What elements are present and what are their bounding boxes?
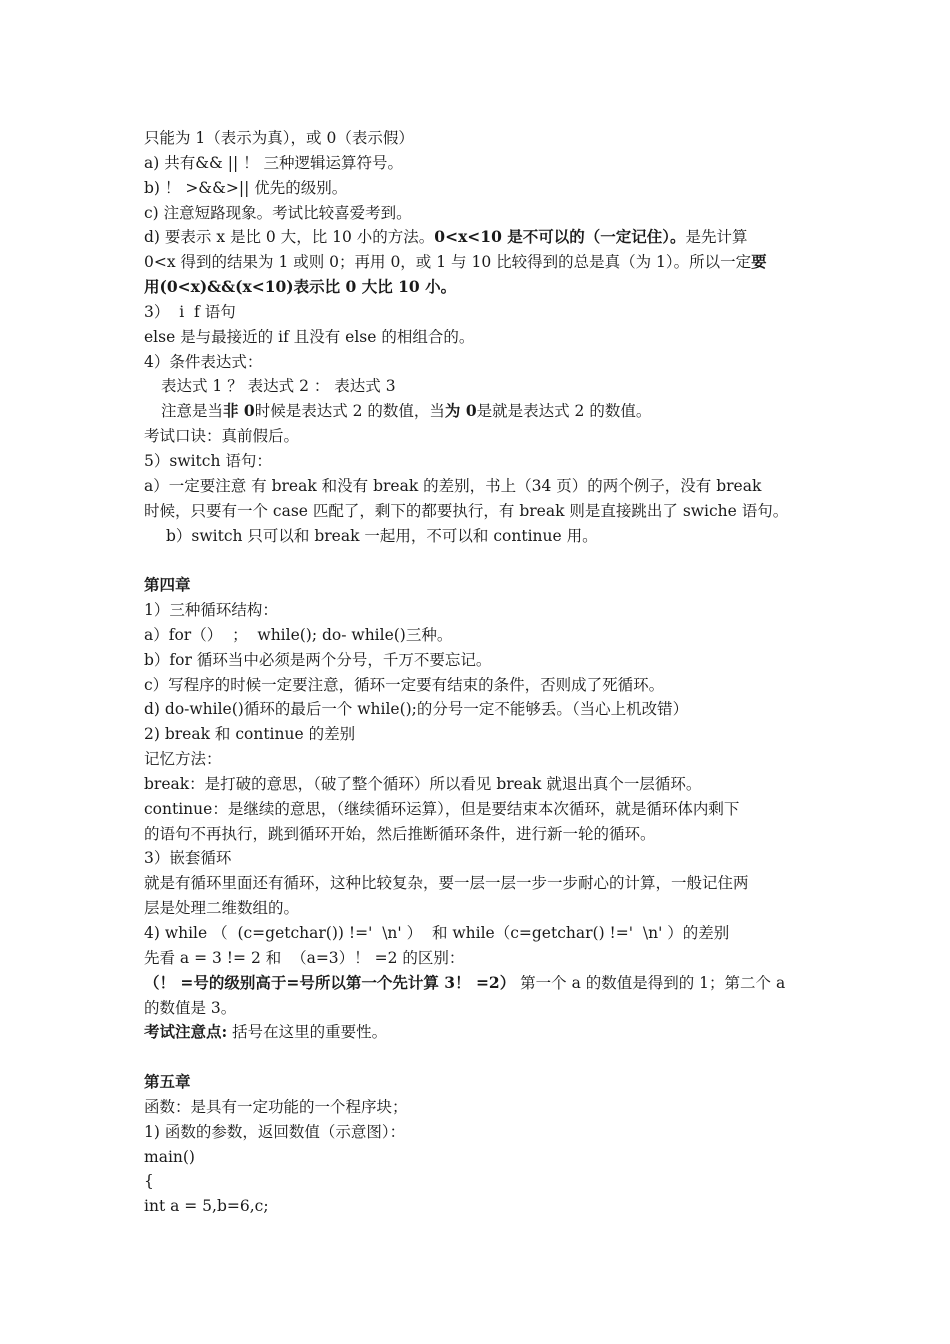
emphasis-text: 0<x<10 是不可以的（一定记住）。 <box>434 227 686 247</box>
text-line: 层是处理二维数组的。 <box>144 899 300 918</box>
text-span: 括号在这里的重要性。 <box>227 1023 388 1042</box>
text-line: b）for 循环当中必须是两个分号，千万不要忘记。 <box>144 650 492 669</box>
text-span: 第一个 a 的数值是得到的 1；第二个 a <box>515 973 786 992</box>
code-line: int a = 5,b=6,c; <box>144 1197 269 1216</box>
emphasis-text: 非 0 <box>223 401 255 421</box>
text-line: else 是与最接近的 if 且没有 else 的相组合的。 <box>144 327 475 346</box>
text-line: b) ！ >&&>|| 优先的级别。 <box>144 178 348 197</box>
text-line <box>144 225 844 250</box>
text-line: 就是有循环里面还有循环，这种比较复杂，要一层一层一步一步耐心的计算，一般记住两 <box>144 874 749 893</box>
text-line: a）一定要注意 有 break 和没有 break 的差别，书上（34 页）的两个例子，没有 break <box>144 476 762 495</box>
text-line: 的数值是 3。 <box>144 998 237 1017</box>
emphasis-text: 为 0 <box>444 401 477 421</box>
text-line: continue：是继续的意思，（继续循环运算），但是要结束本次循环，就是循环体内剩下 <box>144 799 740 818</box>
text-line: 只能为 1（表示为真），或 0（表示假） <box>144 129 414 147</box>
emphasis-text: （！ =号的级别高于=号所以第一个先计算 3！ =2） <box>144 972 516 992</box>
text-span: 0<x 得到的结果为 1 或则 0；再用 0，或 1 与 10 比较得到的总是真（为 1）。所以一定 <box>144 253 752 272</box>
paragraph-gap <box>144 1045 844 1070</box>
text-line: 表达式 1 ？ 表达式 2 ： 表达式 3 <box>161 377 396 396</box>
paragraph-gap <box>144 548 844 573</box>
code-line: { <box>144 1172 154 1191</box>
chapter-heading: 第五章 <box>144 1072 191 1092</box>
text-line: 函数：是具有一定功能的一个程序块； <box>144 1097 408 1116</box>
text-line: 先看 a = 3 != 2 和 （a=3）！ =2 的区别： <box>144 948 465 967</box>
text-line <box>144 971 844 996</box>
chapter-heading: 第四章 <box>144 575 191 595</box>
text-line: d) do-while()循环的最后一个 while();的分号一定不能够丢。（当心上机改错） <box>144 700 689 719</box>
text-line: a) 共有&& || ！ 三种逻辑运算符号。 <box>144 153 404 172</box>
emphasis-text: 要 <box>751 252 767 272</box>
section-title: 3） i f 语句 <box>144 302 236 321</box>
text-span: 是就是表达式 2 的数值。 <box>476 402 652 421</box>
text-line: 2) break 和 continue 的差别 <box>144 725 356 744</box>
text-span: 是先计算 <box>685 228 748 247</box>
text-line: break：是打破的意思，（破了整个循环）所以看见 break 就退出真个一层循环。 <box>144 774 702 793</box>
text-span: 时候是表达式 2 的数值，当 <box>254 402 445 421</box>
text-line: a）for（） ； while(); do- while()三种。 <box>144 625 453 644</box>
code-line: main() <box>144 1147 195 1166</box>
text-line: 时候，只要有一个 case 匹配了，剩下的都要执行，有 break 则是直接跳出了 swiche 语句。 <box>144 501 789 520</box>
section-title: 4）条件表达式： <box>144 352 263 371</box>
text-line: c) 注意短路现象。考试比较喜爱考到。 <box>144 203 412 222</box>
document-body <box>144 126 844 1219</box>
text-line: 4) while （ (c=getchar()) !=' \n' ） 和 while（c=getchar() !=' \n' ）的差别 <box>144 924 730 942</box>
emphasis-line: 用(0<x)&&(x<10)表示比 0 大比 10 小。 <box>144 277 457 297</box>
text-line <box>144 250 844 275</box>
text-line: 1）三种循环结构： <box>144 601 278 620</box>
text-line: 记忆方法： <box>144 750 222 769</box>
text-line: 3）嵌套循环 <box>144 849 232 868</box>
text-line <box>144 399 844 424</box>
exam-note-label: 考试注意点: <box>144 1022 228 1042</box>
text-line: 1) 函数的参数，返回数值（示意图）： <box>144 1122 406 1141</box>
text-span: 注意是当 <box>161 402 224 421</box>
text-line: c）写程序的时候一定要注意，循环一定要有结束的条件，否则成了死循环。 <box>144 675 665 694</box>
text-line: 的语句不再执行，跳到循环开始，然后推断循环条件，进行新一轮的循环。 <box>144 824 656 843</box>
text-line: b）switch 只可以和 break 一起用，不可以和 continue 用。 <box>166 526 598 545</box>
text-span: d) 要表示 x 是比 0 大，比 10 小的方法。 <box>144 228 435 247</box>
section-title: 5）switch 语句： <box>144 451 272 470</box>
text-line <box>144 1020 844 1045</box>
text-line: 考试口诀：真前假后。 <box>144 427 300 446</box>
